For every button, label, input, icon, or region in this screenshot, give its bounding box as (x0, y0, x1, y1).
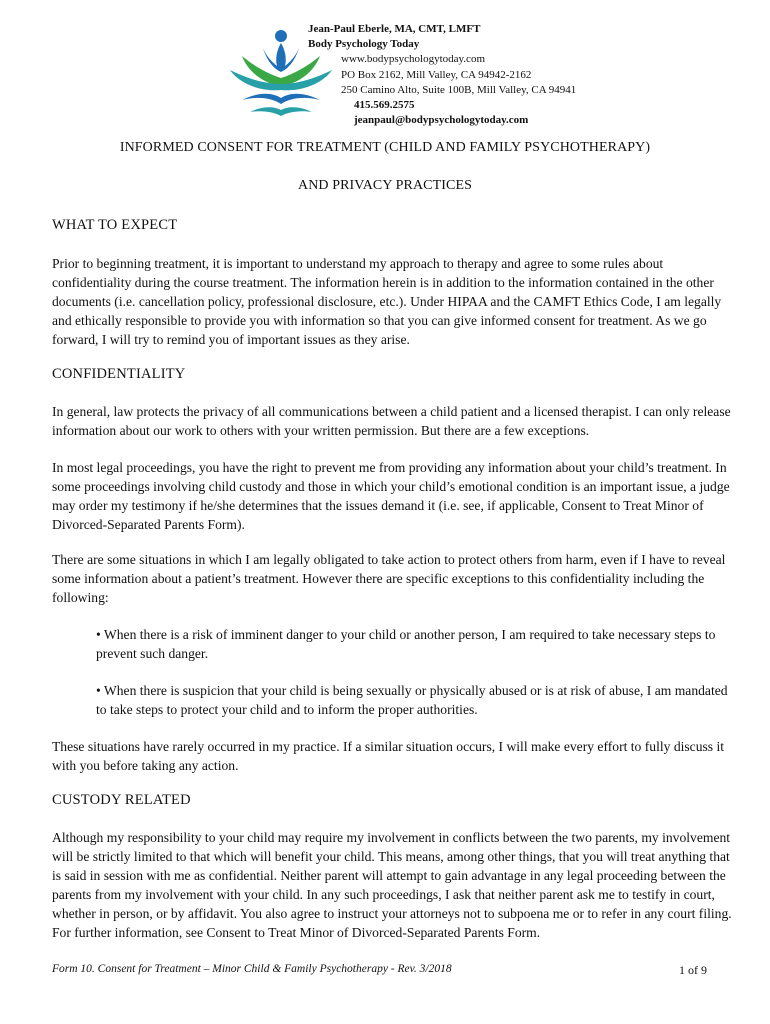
organization-name: Body Psychology Today (308, 38, 420, 51)
letterhead (308, 22, 628, 128)
website-link[interactable]: www.bodypsychologytoday.com (341, 53, 485, 66)
po-box-address: PO Box 2162, Mill Valley, CA 94942-2162 (341, 68, 532, 81)
heading-what-to-expect: WHAT TO EXPECT (52, 217, 178, 233)
email-link[interactable]: jeanpaul@bodypsychologytoday.com (354, 114, 529, 127)
bullet-imminent-danger: • When there is a risk of imminent danger to your child or another person, I am required to take necessary steps to prevent such danger. (96, 627, 716, 661)
phone-number: 415.569.2575 (354, 99, 415, 112)
bullet-abuse-suspicion: • When there is suspicion that your child is being sexually or physically abused or is at risk of abuse, I am mandated to take steps to protect your child and to inform the proper authorities. (96, 683, 728, 717)
paragraph-confidentiality-4: These situations have rarely occurred in my practice. If a similar situation occurs, I will make every effort to fully discuss it with you before taking any action. (52, 739, 725, 773)
page-number: 1 of 9 (679, 963, 707, 977)
document-title-line-1: INFORMED CONSENT FOR TREATMENT (CHILD AND FAMILY PSYCHOTHERAPY) (119, 140, 651, 155)
heading-confidentiality: CONFIDENTIALITY (52, 366, 186, 382)
paragraph-confidentiality-2: In most legal proceedings, you have the right to prevent me from providing any information about your child’s treatment. In some proceedings involving child custody and those in which your child’s emotional condition is an important issue, a judge may order my testimony if he/she determines that the issues demand it (i.e. see, if applicable, Consent to Treat Minor of Divorced-Separated Parents Form). (52, 460, 730, 532)
street-address: 250 Camino Alto, Suite 100B, Mill Valley, CA 94941 (341, 83, 577, 96)
paragraph-custody: Although my responsibility to your child may require my involvement in conflicts between the two parents, my involvement will be strictly limited to that which will benefit your child. This means, among other things, that you will treat anything that is said in session with me as confidential. Neither parent will attempt to gain advantage in any legal proceeding between the parents from my involvement with your child. In any such proceedings, I ask that neither parent ask me to testify in court, whether in person, or by affidavit. You also agree to instruct your attorneys not to subpoena me or to refer in any court filing. For further information, see Consent to Treat Minor of Divorced-Separated Parents Form. (52, 830, 732, 940)
paragraph-confidentiality-3: There are some situations in which I am legally obligated to take action to protect others from harm, even if I have to reveal some information about a patient’s treatment. However there are specific exceptions to this confidentiality including the following: (52, 552, 726, 605)
document-title-line-2: AND PRIVACY PRACTICES (297, 178, 473, 193)
heading-custody-related: CUSTODY RELATED (52, 792, 191, 808)
footer-form-label: Form 10. Consent for Treatment – Minor Child & Family Psychotherapy - Rev. 3/2018 (52, 963, 452, 975)
paragraph-what-to-expect: Prior to beginning treatment, it is important to understand my approach to therapy and agree to some rules about confidentiality during the course treatment. The information herein is in addition to the information contained in the other documents (i.e. cancellation policy, professional disclosure, etc.). Under HIPAA and the CAMFT Ethics Code, I am legally and ethically responsible to provide you with information so that you can give informed consent for treatment. As we go forward, I will try to remind you of important issues as they arise. (52, 256, 722, 347)
therapist-name: Jean-Paul Eberle, MA, CMT, LMFT (308, 23, 481, 35)
paragraph-confidentiality-1: In general, law protects the privacy of all communications between a child patient and a licensed therapist. I can only release information about our work to others with your written permission. But there are a few exceptions. (52, 404, 731, 438)
